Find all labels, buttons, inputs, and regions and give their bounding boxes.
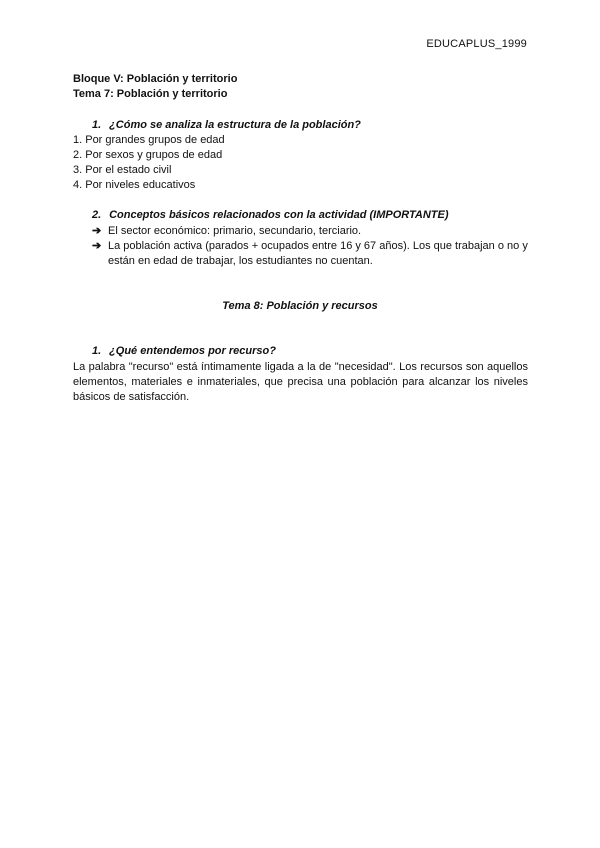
list-item: 1. Por grandes grupos de edad	[73, 134, 225, 146]
arrow-bullet-icon: ➔	[92, 225, 102, 237]
section3-title: ¿Qué entendemos por recurso?	[109, 345, 276, 357]
bullet-item	[92, 224, 528, 239]
section1-title: ¿Cómo se analiza la estructura de la población?	[109, 119, 361, 131]
tema7-title: Tema 7: Población y territorio	[73, 88, 228, 100]
section2-number: 2.	[92, 209, 102, 221]
section2-title: Conceptos básicos relacionados con la actividad (IMPORTANTE)	[109, 209, 449, 221]
section1-number: 1.	[92, 119, 102, 131]
list-item: 2. Por sexos y grupos de edad	[73, 149, 223, 161]
section1-heading	[92, 119, 361, 131]
list-item: 4. Por niveles educativos	[73, 179, 196, 191]
header-mark: EDUCAPLUS_1999	[426, 38, 527, 50]
recurso-paragraph: La palabra "recurso" está íntimamente ligada a la de "necesidad". Los recursos son aquellos elementos, materiales e inmateriales, que precisa una población para alcanzar los niveles básicos de satisfacción.	[73, 361, 528, 403]
section2-heading	[92, 209, 449, 221]
section3-heading	[92, 345, 276, 357]
section3-number: 1.	[92, 345, 102, 357]
bloque-title: Bloque V: Población y territorio	[73, 73, 238, 85]
bullet-text: El sector económico: primario, secundario, terciario.	[108, 225, 362, 237]
list-item: 3. Por el estado civil	[73, 164, 172, 176]
tema8-title: Tema 8: Población y recursos	[222, 300, 378, 312]
bullet-text: La población activa (parados + ocupados entre 16 y 67 años). Los que trabajan o no y están en edad de trabajar, los estudiantes no cuentan.	[108, 240, 528, 267]
arrow-bullet-icon: ➔	[92, 240, 102, 252]
bullet-item	[92, 239, 528, 269]
